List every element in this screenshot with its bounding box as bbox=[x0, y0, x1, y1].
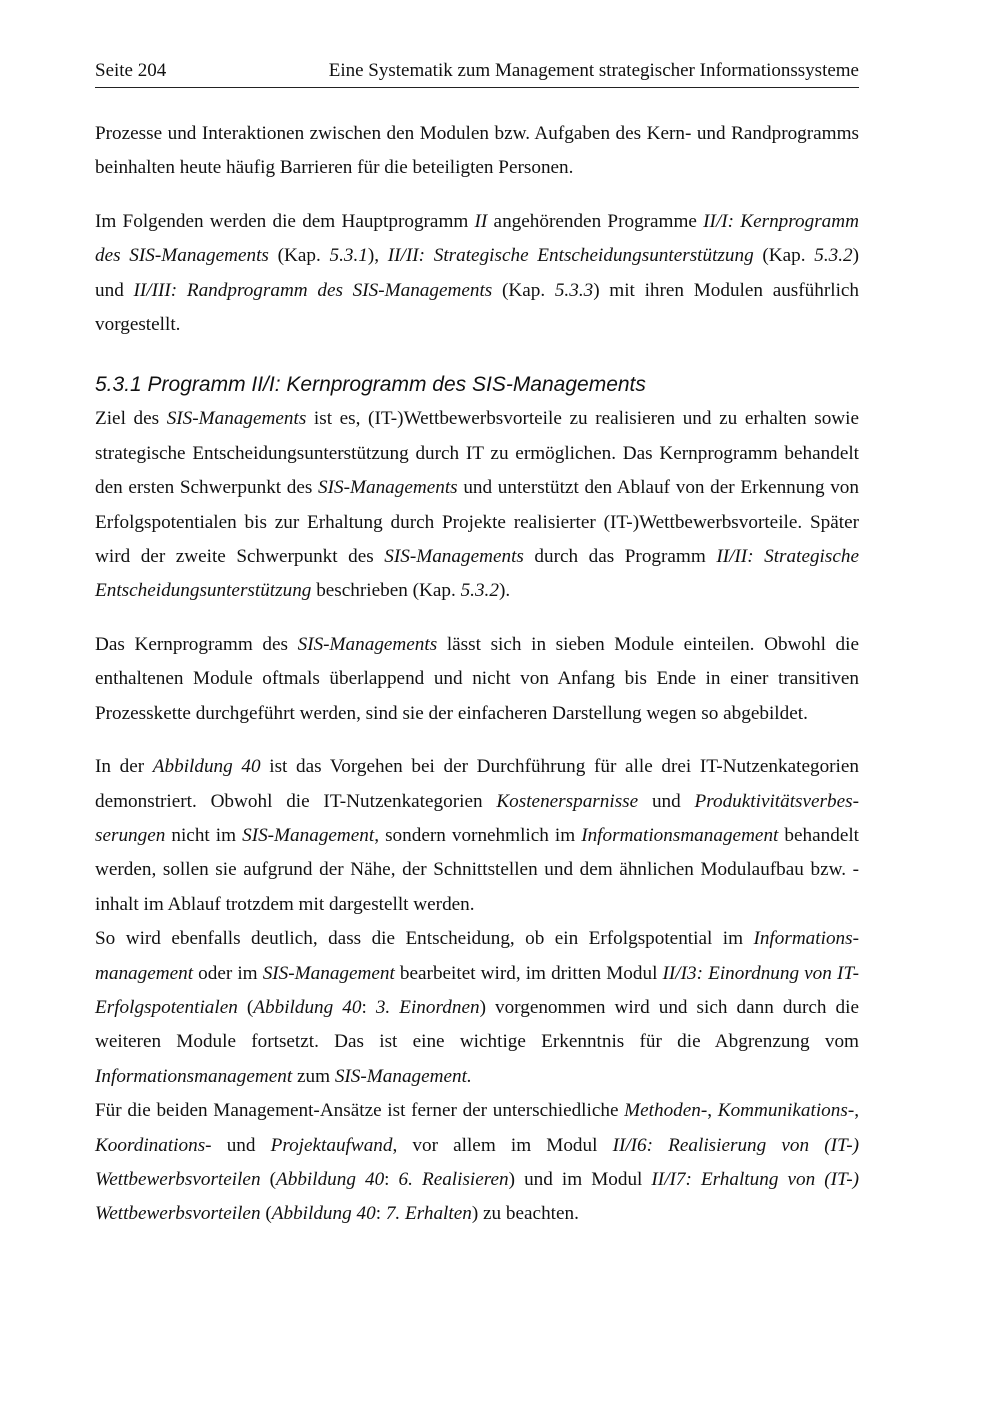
paragraph-1: Prozesse und Interaktionen zwischen den Modulen bzw. Aufgaben des Kern- und Randprogramms beinhalten heute häufig Barrieren für die beteiligten Personen. bbox=[95, 123, 859, 179]
paragraph-6: So wird ebenfalls deutlich, dass die Entscheidung, ob ein Erfolgspotential im Informationsmanagement oder im SIS-Management bearbeitet wird, im dritten Modul II/I3: Einordnung von IT-Erfolgspotentialen (Abbildung 40: 3. Einordnen) vorgenommen wird und sich dann durch die weiteren Module fortsetzt. Das ist eine wichtige Erkenntnis für die Abgrenzung vom Informationsmanagement zum SIS-Management. bbox=[95, 928, 859, 1087]
paragraph-3: Ziel des SIS-Managements ist es, (IT-)Wettbewerbsvorteile zu realisieren und zu erhalten sowie strategische Entscheidungsunterstützung durch IT zu ermöglichen. Das Kernprogramm behandelt den ersten Schwerpunkt des SIS-Managements und unterstützt den Ablauf von der Erkennung von Erfolgspotentialen bis zur Erhaltung durch Projekte realisierter (IT-)Wettbewerbsvorteile. Später wird der zweite Schwerpunkt des SIS-Managements durch das Programm II/II: Strategische Entscheidungsunterstützung beschrieben (Kap. 5.3.2). bbox=[95, 408, 859, 602]
paragraph-4: Das Kernprogramm des SIS-Managements lässt sich in sieben Module einteilen. Obwohl die enthaltenen Module oftmals überlappend und nicht von Anfang bis Ende in einer transitiven Prozesskette durchgeführt werden, sind sie der einfacheren Darstellung wegen so abgebildet. bbox=[95, 633, 860, 724]
page-number: Seite 204 bbox=[95, 60, 167, 81]
running-header bbox=[95, 58, 859, 88]
section-heading: 5.3.1 Programm II/I: Kernprogramm des SIS-Managements bbox=[95, 373, 646, 397]
page-content bbox=[95, 117, 859, 1232]
paragraph-2: Im Folgenden werden die dem Hauptprogramm II angehörenden Programme II/I: Kernprogramm des SIS-Managements (Kap. 5.3.1), II/II: Strategische Entscheidungsunterstützung (Kap. 5.3.2) und II/III: Randprogramm des SIS-Managements (Kap. 5.3.3) mit ihren Modulen ausführlich vorgestellt. bbox=[95, 210, 860, 336]
paragraph-5: In der Abbildung 40 ist das Vorgehen bei der Durchführung für alle drei IT-Nutzenkategorien demonstriert. Obwohl die IT-Nutzenkategorien Kostenersparnisse und Produktivitätsverbesserungen nicht im SIS-Management, sondern vornehmlich im Informationsmanagement behandelt werden, sollen sie aufgrund der Nähe, der Schnittstellen und dem ähnlichen Modulaufbau bzw. -inhalt im Ablauf trotzdem mit dargestellt werden. bbox=[95, 756, 860, 915]
document-page bbox=[95, 58, 859, 1232]
paragraph-7: Für die beiden Management-Ansätze ist ferner der unterschiedliche Methoden-, Kommunikations-, Koordinations- und Projektaufwand, vor allem im Modul II/I6: Realisierung von (IT-) Wettbewerbsvorteilen (Abbildung 40: 6. Realisieren) und im Modul II/I7: Erhaltung von (IT-) Wettbewerbsvorteilen (Abbildung 40: 7. Erhalten) zu beachten. bbox=[95, 1100, 860, 1225]
running-title: Eine Systematik zum Management strategischer Informationssysteme bbox=[328, 60, 859, 81]
